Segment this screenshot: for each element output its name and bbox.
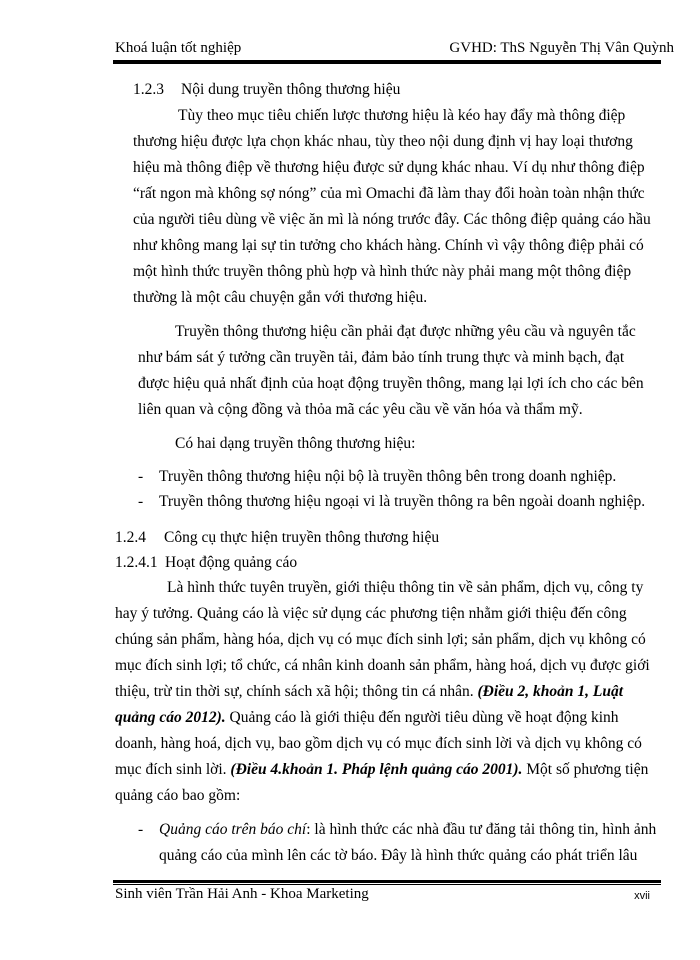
paragraph-line (115, 708, 619, 728)
paragraph-line: “rất ngon mà không sợ nóng” của mì Omachi đã làm thay đổi hoàn toàn nhận thức (133, 185, 645, 202)
legal-citation: (Điều 2, khoản 1, Luật (477, 683, 624, 700)
legal-citation: (Điều 4.khoản 1. Pháp lệnh quảng cáo 2001). (230, 761, 523, 778)
bullet-text: : là hình thức các nhà đầu tư đăng tải thông tin, hình ảnh (306, 821, 657, 838)
paragraph-line: được hiệu quả nhất định của hoạt động truyền thông, mang lại lợi ích cho các bên (138, 375, 644, 392)
header-rule (113, 60, 661, 64)
paragraph-line: doanh, hàng hoá, dịch vụ, bao gồm dịch vụ có mục đích sinh lời và dịch vụ không có (115, 735, 642, 752)
paragraph-line: mục đích sinh lợi; tổ chức, cá nhân kinh doanh sản phẩm, hàng hoá, dịch vụ được giới (115, 657, 650, 674)
subsection-number: 1.2.4.1 (115, 554, 158, 571)
paragraph-text: Một số phương tiện (522, 761, 649, 778)
bullet-dash: - (138, 468, 144, 485)
section-number: 1.2.3 (133, 81, 164, 98)
bullet-dash: - (138, 821, 144, 838)
paragraph-line: chúng sản phẩm, hàng hóa, dịch vụ có mục đích sinh lợi; sản phẩm, dịch vụ không có (115, 631, 646, 648)
bullet-item: Truyền thông thương hiệu nội bộ là truyền thông bên trong doanh nghiệp. (159, 468, 617, 485)
paragraph-line: hiệu mà thông điệp về thương hiệu được sử dụng khác nhau. Ví dụ như thông điệp (133, 159, 645, 176)
paragraph-text: mục đích sinh lời. (115, 761, 231, 778)
paragraph-text: thiệu, trừ tin thời sự, chính sách xã hội; thông tin cá nhân. (115, 683, 478, 700)
paragraph-line: thương hiệu được lựa chọn khác nhau, tùy theo nội dung định vị hay loại thương (133, 133, 633, 150)
header-advisor: GVHD: ThS Nguyễn Thị Vân Quỳnh (449, 40, 674, 56)
section-number: 1.2.4 (115, 529, 146, 546)
paragraph-line: Truyền thông thương hiệu cần phải đạt được những yêu cầu và nguyên tắc (175, 323, 636, 340)
subsection-heading: Hoạt động quảng cáo (165, 554, 298, 571)
paragraph-line: Là hình thức tuyên truyền, giới thiệu thông tin về sản phẩm, dịch vụ, công ty (167, 579, 644, 596)
bullet-item (159, 820, 656, 840)
section-heading: Công cụ thực hiện truyền thông thương hiệu (164, 529, 440, 546)
section-heading: Nội dung truyền thông thương hiệu (181, 81, 401, 98)
paragraph-line (115, 760, 648, 780)
footer-rule (113, 880, 661, 883)
legal-citation: quảng cáo 2012). (115, 709, 226, 726)
page-number: xvii (634, 890, 650, 902)
paragraph-line: của người tiêu dùng về việc ăn mì là nóng trước đây. Các thông điệp quảng cáo hầu (133, 211, 651, 228)
paragraph-line: như bám sát ý tưởng cần truyền tải, đảm bảo tính trung thực và minh bạch, đạt (138, 349, 625, 366)
bullet-term: Quảng cáo trên báo chí (159, 821, 307, 838)
page-header (115, 36, 674, 60)
bullet-dash: - (138, 493, 144, 510)
header-thesis-label: Khoá luận tốt nghiệp (115, 40, 242, 56)
paragraph-line (115, 682, 623, 702)
paragraph-line: thường là một câu chuyện gắn với thương hiệu. (133, 289, 428, 306)
bullet-item: Truyền thông thương hiệu ngoại vi là truyền thông ra bên ngoài doanh nghiệp. (159, 493, 646, 510)
paragraph-line: liên quan và cộng đồng và thỏa mã các yêu cầu về văn hóa và thẩm mỹ. (138, 401, 583, 418)
paragraph-line: một hình thức truyền thông phù hợp và hình thức này phải mang một thông điệp (133, 263, 632, 280)
paragraph-line: Có hai dạng truyền thông thương hiệu: (175, 435, 416, 452)
paragraph-text: Quảng cáo là giới thiệu đến người tiêu dùng về hoạt động kinh (225, 709, 619, 726)
footer-author: Sinh viên Trần Hải Anh - Khoa Marketing (115, 886, 369, 902)
paragraph-line: quảng cáo bao gồm: (115, 787, 241, 804)
footer-rule-thin (113, 884, 661, 885)
paragraph-line: Tùy theo mục tiêu chiến lược thương hiệu là kéo hay đẩy mà thông điệp (178, 107, 626, 124)
bullet-item-continued: quảng cáo của mình lên các tờ báo. Đây là hình thức quảng cáo phát triển lâu (159, 847, 638, 864)
paragraph-line: như không mang lại sự tin tưởng cho khách hàng. Chính vì vậy thông điệp phải có (133, 237, 644, 254)
paragraph-line: hay ý tưởng. Quảng cáo là việc sử dụng các phương tiện nhằm giới thiệu đến công (115, 605, 627, 622)
